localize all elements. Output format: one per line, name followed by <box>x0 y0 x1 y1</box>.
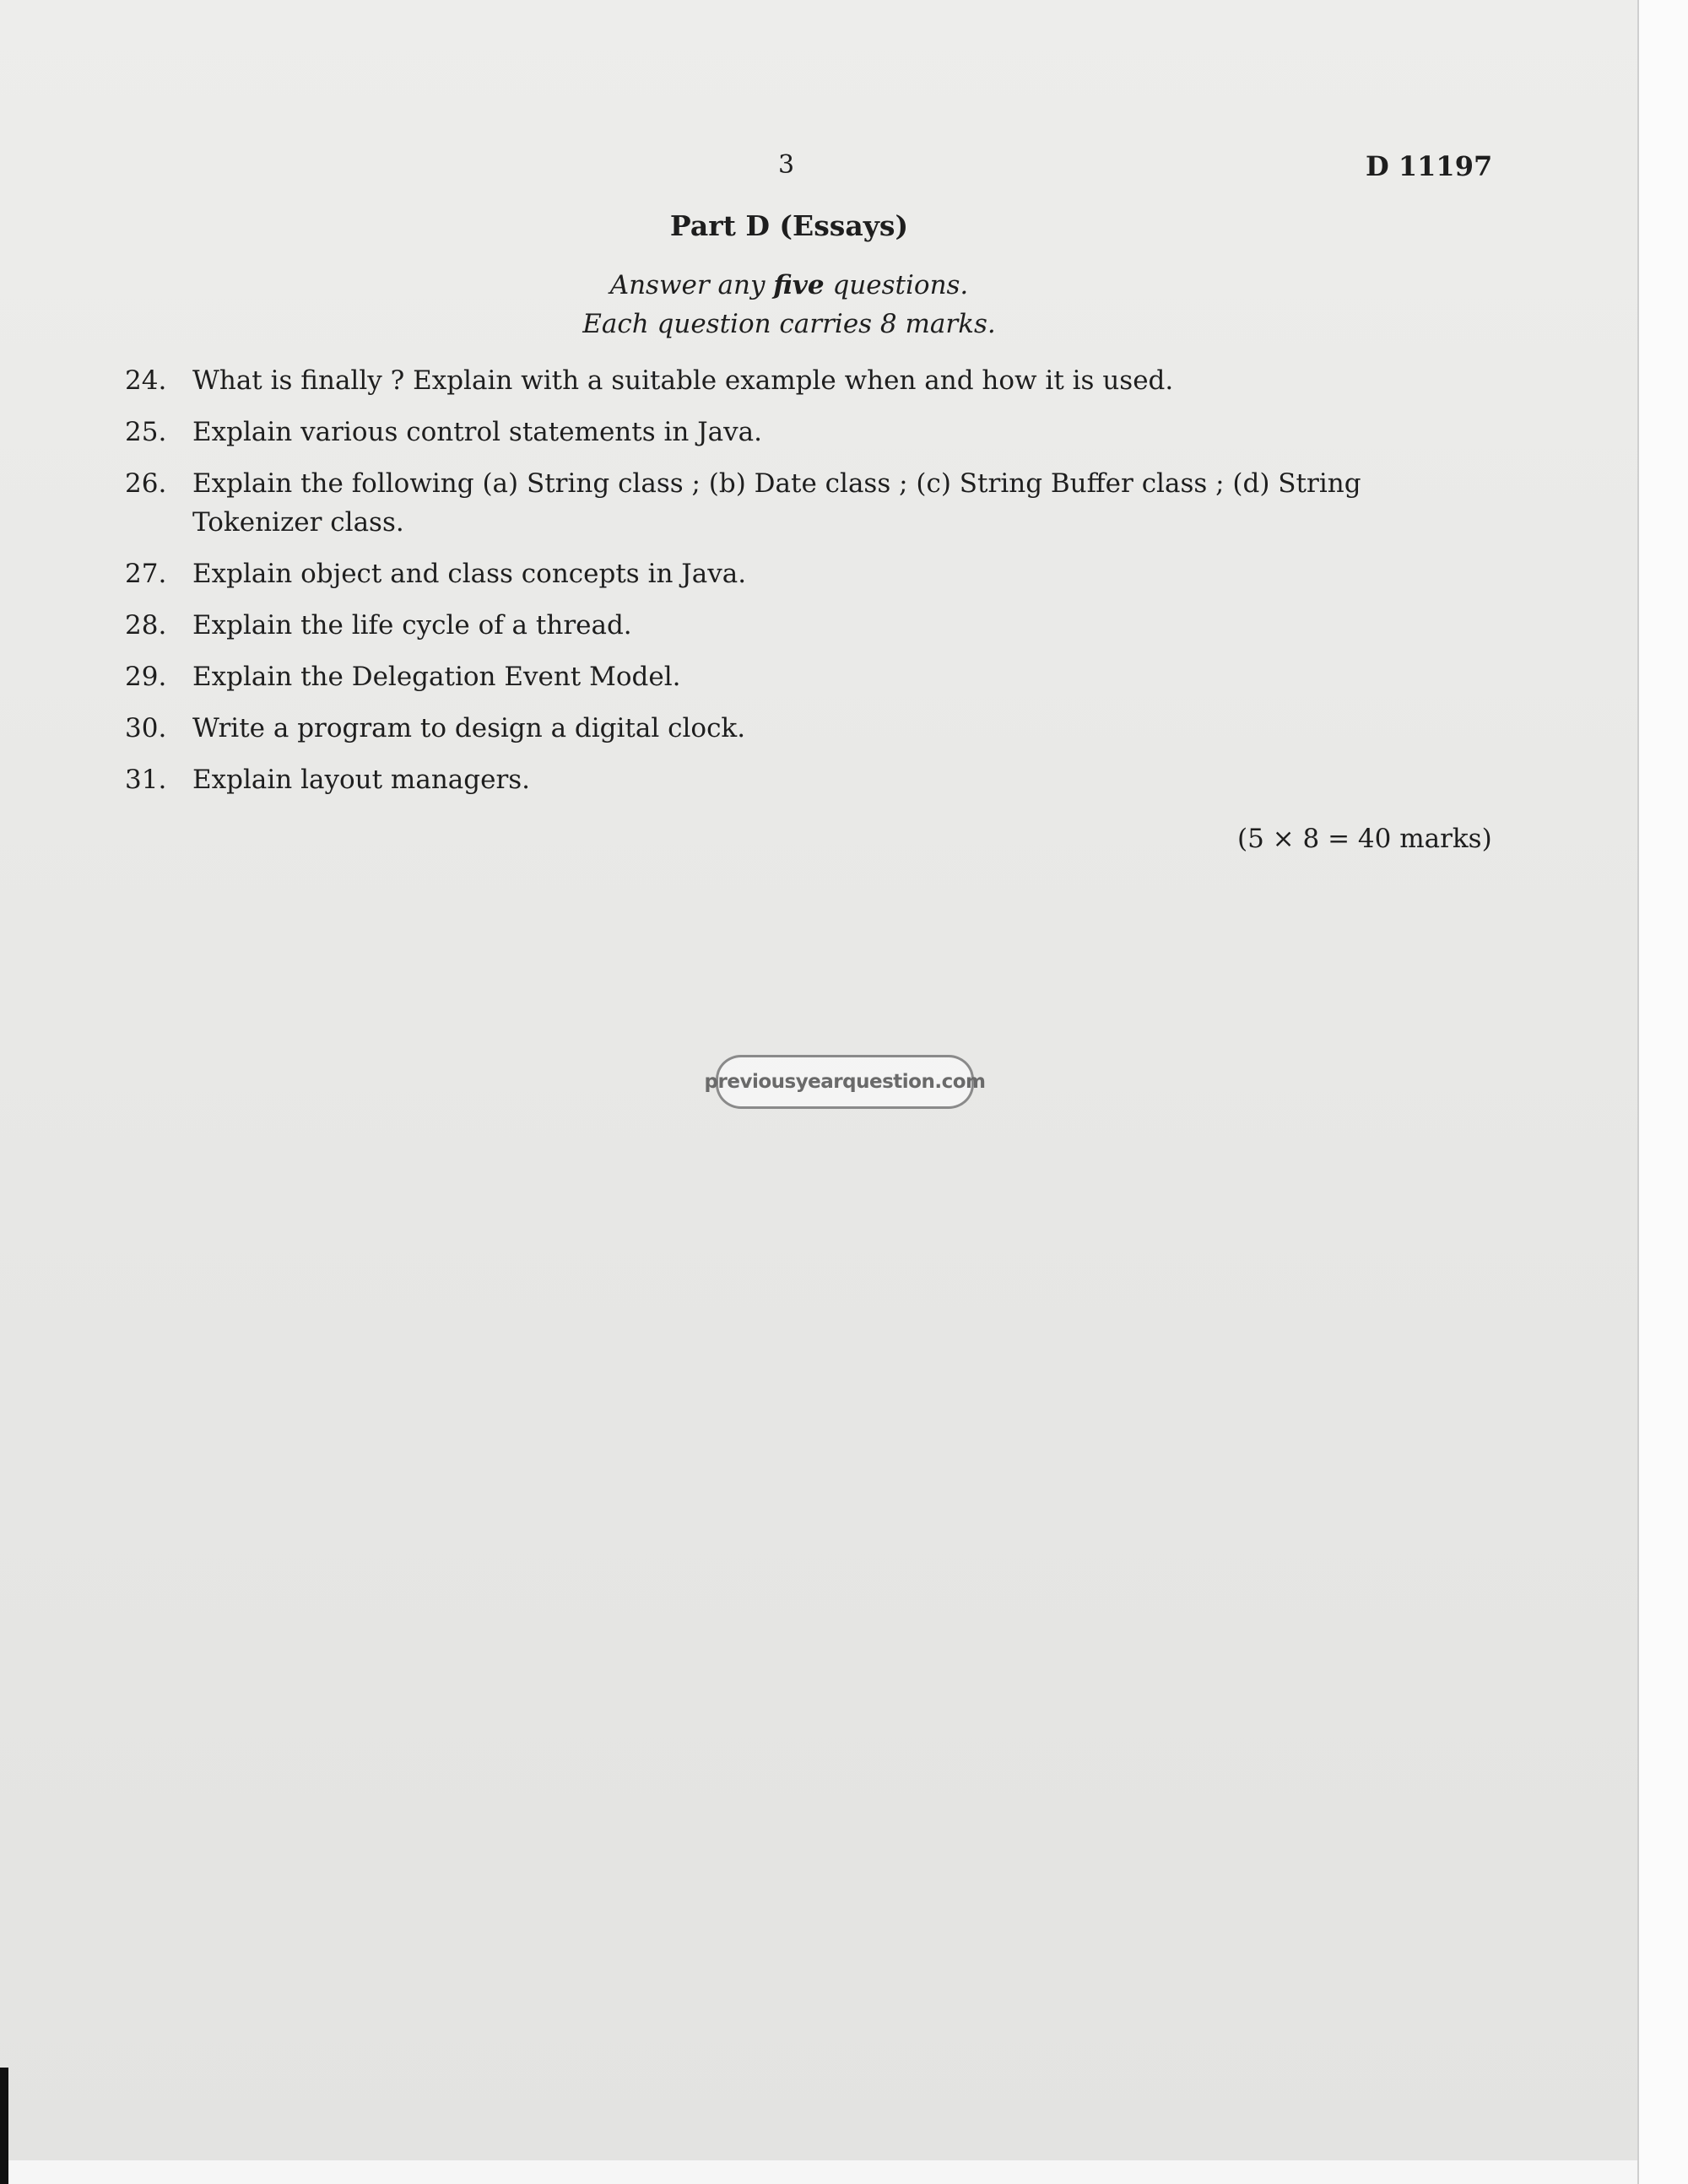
instruction-count: five <box>773 270 825 300</box>
instruction-prefix: Answer any <box>609 270 774 300</box>
question-text: Write a program to design a digital clock. <box>192 713 746 743</box>
question-number: 25. <box>125 417 167 447</box>
scan-edge-right <box>1637 0 1688 2184</box>
question-item <box>125 361 1484 400</box>
question-list <box>125 361 1484 812</box>
question-number: 24. <box>125 365 167 396</box>
question-item <box>125 464 1484 542</box>
answer-instruction <box>0 270 1578 300</box>
question-text: Explain object and class concepts in Java. <box>192 559 747 589</box>
question-item <box>125 657 1484 696</box>
question-item <box>125 760 1484 799</box>
scan-edge-left <box>0 2068 8 2184</box>
question-text: Explain various control statements in Java. <box>192 417 762 447</box>
question-text: What is finally ? Explain with a suitable example when and how it is used. <box>192 365 1174 396</box>
question-text: Explain the Delegation Event Model. <box>192 662 681 692</box>
question-number: 29. <box>125 662 167 692</box>
scan-edge-bottom <box>0 2160 1637 2184</box>
question-item <box>125 413 1484 451</box>
question-number: 28. <box>125 610 167 641</box>
watermark-logo: previousyearquestion.com <box>716 1055 974 1109</box>
instruction-suffix: questions. <box>824 270 969 300</box>
paper-code: D 11197 <box>1366 150 1493 182</box>
question-text: Explain layout managers. <box>192 765 531 795</box>
question-item <box>125 606 1484 645</box>
question-number: 31. <box>125 765 167 795</box>
question-number: 30. <box>125 713 167 743</box>
question-item <box>125 709 1484 748</box>
page-number: 3 <box>778 150 795 180</box>
question-number: 26. <box>125 468 167 499</box>
question-item <box>125 554 1484 593</box>
question-text: Explain the following (a) String class ; (b) Date class ; (c) String Buffer class ; (d) String Tokenizer class. <box>192 468 1361 538</box>
question-text: Explain the life cycle of a thread. <box>192 610 632 641</box>
question-number: 27. <box>125 559 167 589</box>
marks-instruction: Each question carries 8 marks. <box>582 309 996 339</box>
total-marks: (5 × 8 = 40 marks) <box>1237 824 1492 854</box>
section-title: Part D (Essays) <box>669 209 909 242</box>
